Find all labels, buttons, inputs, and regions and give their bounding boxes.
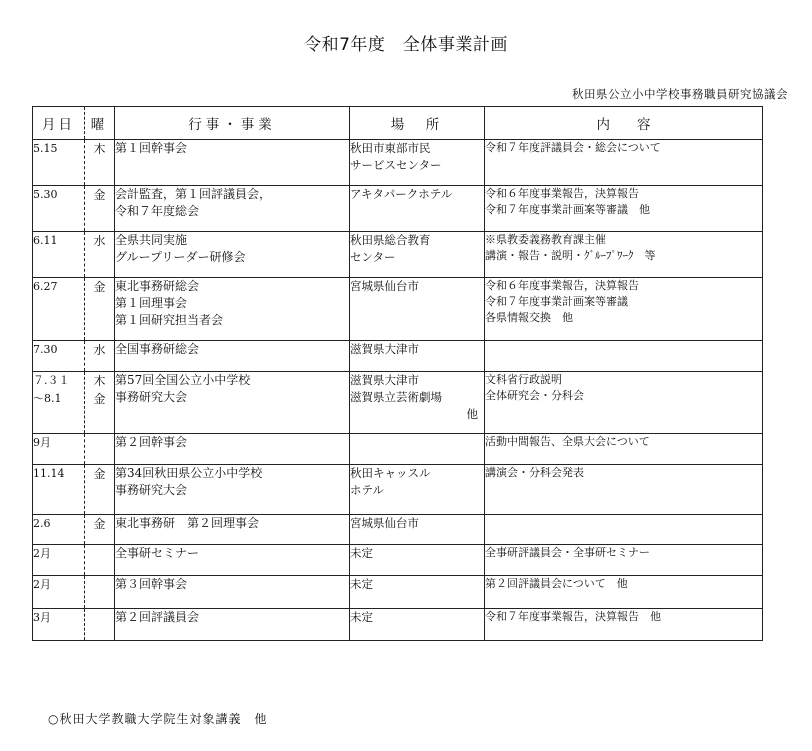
row-date: 11.14 [33,465,85,515]
row-place-cell [350,186,485,232]
row-content: 第２回評議員会について 他 [485,576,763,609]
row-day [85,545,115,576]
row-date: 5.15 [33,140,85,186]
row-place: アキタパークホテル [350,187,453,201]
table-row [33,372,763,434]
header-date: 月日 [33,107,85,140]
header-event: 行事・事業 [115,107,350,140]
row-place-cell [350,545,485,576]
table-row [33,140,763,186]
table-row [33,576,763,609]
row-day: 水 [85,341,115,372]
event-plan-table [32,106,763,641]
table-row [33,186,763,232]
table-header-row [33,107,763,140]
row-date: 2月 [33,545,85,576]
organization-name: 秋田県公立小中学校事務職員研究協議会 [572,87,788,101]
row-place-cell [350,140,485,186]
table-row [33,545,763,576]
row-content: 活動中間報告、全県大会について [485,434,763,465]
row-place: 秋田キャッスル ホテル [350,466,431,497]
row-content: 文科省行政説明 全体研究会・分科会 [485,372,763,434]
row-day [85,609,115,641]
header-content: 内 容 [485,107,763,140]
row-event: 会計監査，第１回評議員会， 令和７年度総会 [115,186,350,232]
row-date: ７.３１ ～8.1 [33,372,85,434]
row-place: 未定 [350,546,373,560]
row-day [85,576,115,609]
row-place: 未定 [350,577,373,591]
table-row [33,465,763,515]
row-day: 金 [85,515,115,545]
row-day: 木 [85,140,115,186]
row-place-cell [350,232,485,278]
page-title: 令和7年度 全体事業計画 [304,35,508,55]
row-date: 6.27 [33,278,85,341]
table-row [33,609,763,641]
row-place-cell [350,576,485,609]
row-event: 全県共同実施 グループリーダー研修会 [115,232,350,278]
row-place-cell [350,278,485,341]
row-date: 3月 [33,609,85,641]
row-content: 令和６年度事業報告，決算報告 令和７年度事業計画案等審議 他 [485,186,763,232]
row-date: 2月 [33,576,85,609]
row-place: 滋賀県大津市 滋賀県立芸術劇場 [350,373,442,404]
row-place: 滋賀県大津市 [350,342,419,356]
table-row [33,434,763,465]
row-day: 金 [85,278,115,341]
row-day: 金 [85,465,115,515]
row-place-cell [350,465,485,515]
row-event: 第２回幹事会 [115,434,350,465]
row-place-cell [350,341,485,372]
row-content: 令和７年度評議員会・総会について [485,140,763,186]
row-place-cell [350,434,485,465]
row-event: 第２回評議員会 [115,609,350,641]
row-event: 東北事務研総会 第１回理事会 第１回研究担当者会 [115,278,350,341]
row-day: 金 [85,186,115,232]
footnote: ○秋田大学教職大学院生対象講義 他 [48,712,268,726]
row-content: ※県教委義務教育課主催 講演・報告・説明・ｸﾞﾙｰﾌﾟﾜｰｸ 等 [485,232,763,278]
row-content: 令和７年度事業報告，決算報告 他 [485,609,763,641]
row-date: 6.11 [33,232,85,278]
table-row [33,278,763,341]
row-day: 木 金 [85,372,115,434]
row-content [485,515,763,545]
row-day [85,434,115,465]
row-event: 第３回幹事会 [115,576,350,609]
table-row [33,515,763,545]
row-date: 2.6 [33,515,85,545]
row-place-extra: 他 [466,407,478,421]
row-event: 第34回秋田県公立小中学校 事務研究大会 [115,465,350,515]
row-event: 全国事務研総会 [115,341,350,372]
row-place: 宮城県仙台市 [350,516,419,530]
row-event: 第57回全国公立小中学校 事務研究大会 [115,372,350,434]
table-row [33,232,763,278]
row-content: 令和６年度事業報告，決算報告 令和７年度事業計画案等審議 各県情報交換 他 [485,278,763,341]
row-event: 第１回幹事会 [115,140,350,186]
row-place: 未定 [350,610,373,624]
row-place: 秋田県総合教育 センター [350,233,431,264]
row-place-cell [350,515,485,545]
row-event: 全事研セミナー [115,545,350,576]
header-place: 場 所 [350,107,485,140]
row-day: 水 [85,232,115,278]
row-place: 宮城県仙台市 [350,279,419,293]
row-place-cell [350,609,485,641]
table-row [33,341,763,372]
row-event: 東北事務研 第２回理事会 [115,515,350,545]
row-date: 5.30 [33,186,85,232]
row-place: 秋田市東部市民 サービスセンター [350,141,442,172]
row-place-cell [350,372,485,434]
row-date: 9月 [33,434,85,465]
row-content [485,341,763,372]
header-day: 曜 [85,107,115,140]
row-content: 全事研評議員会・全事研セミナー [485,545,763,576]
row-date: 7.30 [33,341,85,372]
row-content: 講演会・分科会発表 [485,465,763,515]
